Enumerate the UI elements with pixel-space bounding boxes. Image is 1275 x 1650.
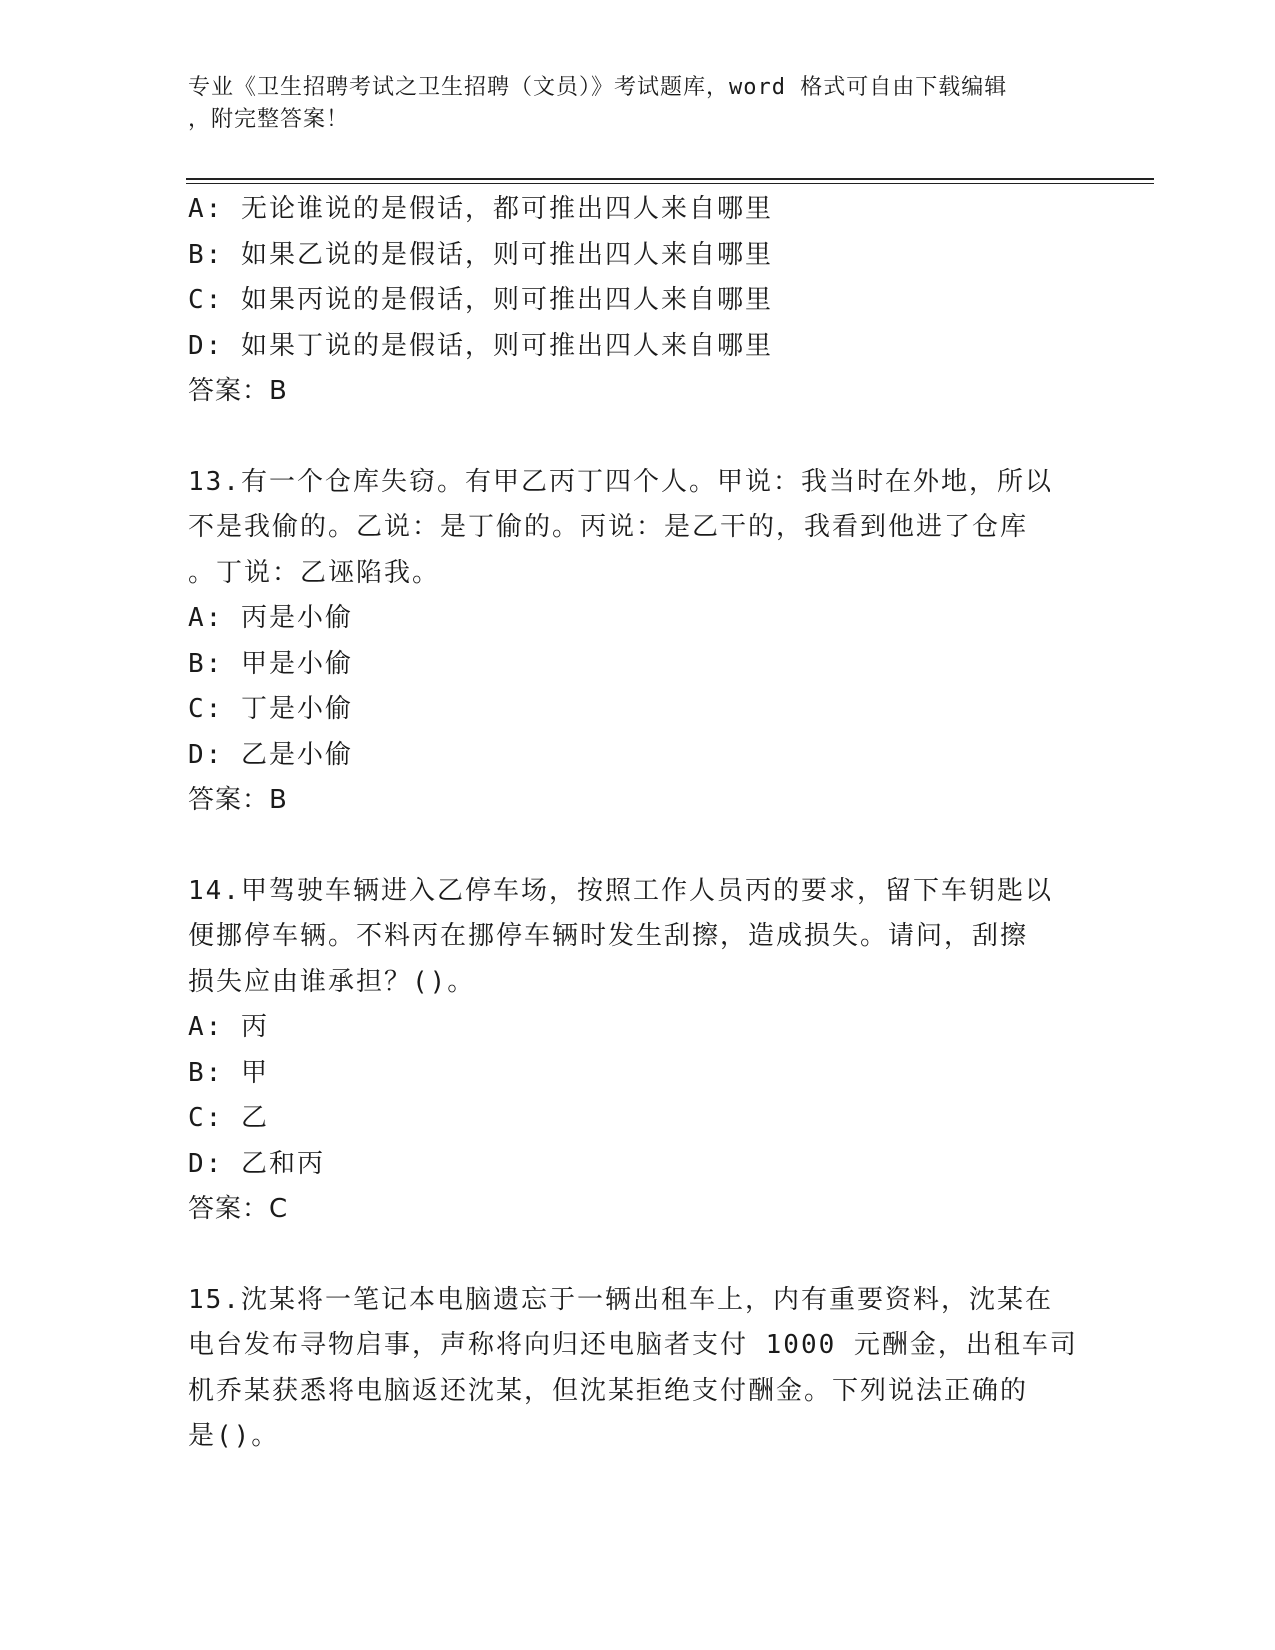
option-a: A: 丙 xyxy=(188,1012,269,1042)
option-c: C: 乙 xyxy=(188,1103,269,1133)
question-13 xyxy=(188,460,1088,824)
question-14 xyxy=(188,869,1088,1233)
question-stem-line: 损失应由谁承担？()。 xyxy=(188,966,476,997)
question-stem-line: 15.沈某将一笔记本电脑遗忘于一辆出租车上，内有重要资料，沈某在 xyxy=(188,1284,1053,1315)
answer-line: 答案：B xyxy=(188,376,288,406)
question-content xyxy=(188,187,1088,1460)
option-b: B: 甲 xyxy=(188,1057,269,1088)
header-divider-thin xyxy=(186,183,1154,184)
option-c: C: 丁是小偷 xyxy=(188,694,353,724)
question-stem-line: 13.有一个仓库失窃。有甲乙丙丁四个人。甲说：我当时在外地，所以 xyxy=(188,466,1053,497)
option-c: C: 如果丙说的是假话，则可推出四人来自哪里 xyxy=(188,285,773,315)
question-stem-line: 不是我偷的。乙说：是丁偷的。丙说：是乙干的，我看到他进了仓库 xyxy=(188,512,1029,542)
question-stem-line: 14.甲驾驶车辆进入乙停车场，按照工作人员丙的要求，留下车钥匙以 xyxy=(188,875,1053,906)
option-d: D: 乙是小偷 xyxy=(188,739,353,770)
answer-line: 答案：C xyxy=(188,1194,289,1224)
question-15 xyxy=(188,1278,1088,1460)
header-line-1: 专业《卫生招聘考试之卫生招聘（文员）》考试题库，word 格式可自由下载编辑 xyxy=(188,75,1008,100)
option-a: A: 丙是小偷 xyxy=(188,603,353,633)
question-stem-line: 电台发布寻物启事，声称将向归还电脑者支付 1000 元酬金，出租车司 xyxy=(188,1330,1078,1360)
option-b: B: 如果乙说的是假话，则可推出四人来自哪里 xyxy=(188,239,773,270)
option-b: B: 甲是小偷 xyxy=(188,648,353,679)
option-d: D: 乙和丙 xyxy=(188,1148,325,1179)
option-d: D: 如果丁说的是假话，则可推出四人来自哪里 xyxy=(188,330,773,361)
question-stem-line: 是()。 xyxy=(188,1421,280,1451)
header-line-2: ，附完整答案！ xyxy=(188,107,350,132)
question-stem-line: 便挪停车辆。不料丙在挪停车辆时发生刮擦，造成损失。请问，刮擦 xyxy=(188,921,1029,951)
question-stem-line: 机乔某获悉将电脑返还沈某，但沈某拒绝支付酬金。下列说法正确的 xyxy=(188,1375,1029,1406)
question-12-options xyxy=(188,187,1088,415)
option-a: A: 无论谁说的是假话，都可推出四人来自哪里 xyxy=(188,194,773,224)
answer-line: 答案：B xyxy=(188,785,288,815)
question-stem-line: 。丁说：乙诬陷我。 xyxy=(188,557,441,588)
header-divider-thick xyxy=(186,178,1154,180)
document-header xyxy=(188,72,1088,136)
